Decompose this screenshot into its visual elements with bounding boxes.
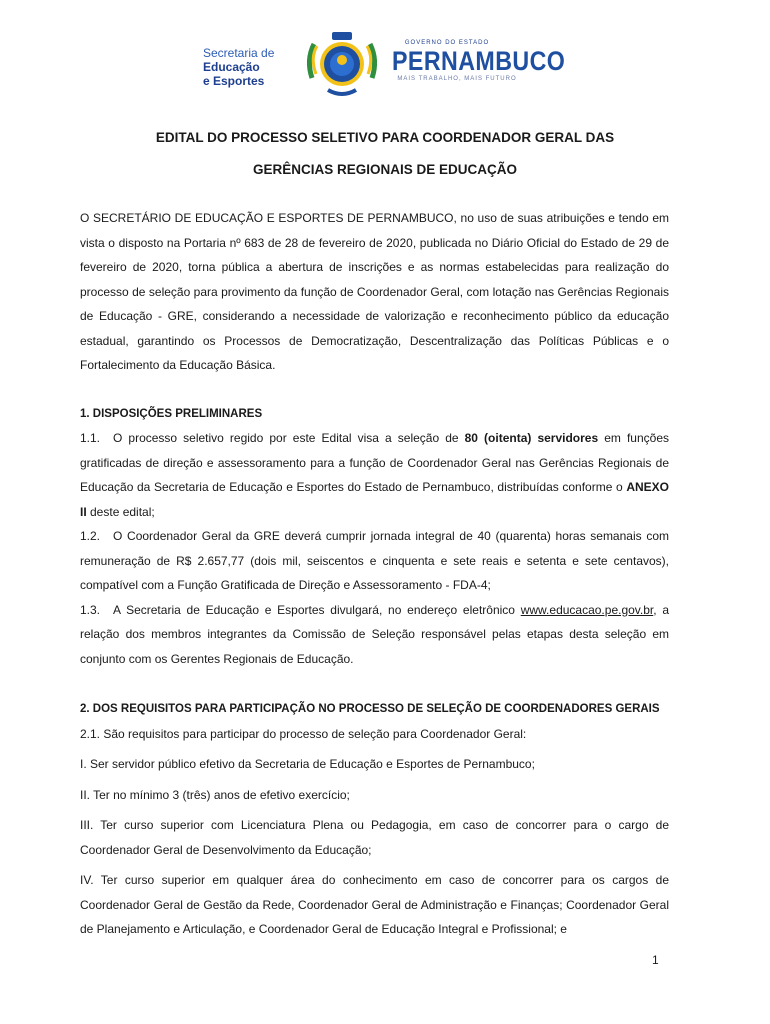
pernambuco-crest-icon — [302, 30, 382, 100]
section-1-heading: 1. DISPOSIÇÕES PRELIMINARES — [80, 407, 263, 420]
governo-pernambuco-logo: GOVERNO DO ESTADO PERNAMBUCO MAIS TRABALHO, MAIS FUTURO — [392, 40, 566, 82]
document-title: EDITAL DO PROCESSO SELETIVO PARA COORDENADOR GERAL DAS GERÊNCIAS REGIONAIS DE EDUCAÇÃO — [155, 130, 615, 177]
secretaria-logo-text: Secretaria de Educação e Esportes — [203, 46, 275, 88]
educacao-website-link[interactable]: www.educacao.pe.gov.br — [520, 602, 654, 617]
document-body — [80, 206, 669, 942]
requirement-i: I. Ser servidor público efetivo da Secretaria de Educação e Esportes de Pernambuco; — [80, 757, 535, 771]
requirement-iv: IV. Ter curso superior em qualquer área do conhecimento em caso de concorrer para os cargos de Coordenador Geral de Gestão da Rede, Coordenador Geral de Administração e Finanças; Coordenador Geral de Planejamento e Articulação, e Coordenador Geral de Educação Integral e Profissional; e — [80, 873, 669, 936]
requirement-ii: II. Ter no mínimo 3 (três) anos de efetivo exercício; — [80, 787, 350, 802]
section-2-heading: 2. DOS REQUISITOS PARA PARTICIPAÇÃO NO PROCESSO DE SELEÇÃO DE COORDENADORES GERAIS — [80, 703, 660, 715]
item-1-1: 1.1. O processo seletivo regido por este Edital visa a seleção de 80 (oitenta) servidores em funções gratificadas de direção e assessoramento para a função de Coordenador Geral nas Gerências Regionais de Educação da Secretaria de Educação e Esportes do Estado de Pernambuco, distribuídas conforme o ANEXO II deste edital; — [80, 431, 669, 519]
intro-paragraph: O SECRETÁRIO DE EDUCAÇÃO E ESPORTES DE PERNAMBUCO, no uso de suas atribuições e tendo em vista o disposto na Portaria nº 683 de 28 de fevereiro de 2020, publicada no Diário Oficial do Estado de 29 de fevereiro de 2020, torna pública a abertura de inscrições e as normas estabelecidas para realização do processo de seleção para provimento da função de Coordenador Geral, com lotação nas Gerências Regionais de Educação - GRE, considerando a necessidade de valorização e reconhecimento público da educação estadual, garantindo os Processos de Democratização, Descentralização das Políticas Públicas e o Fortalecimento da Educação Básica. — [80, 211, 669, 372]
item-2-1: 2.1. São requisitos para participar do processo de seleção para Coordenador Geral: — [80, 726, 527, 741]
page-number: 1 — [652, 953, 659, 967]
item-1-2: 1.2. O Coordenador Geral da GRE deverá cumprir jornada integral de 40 (quarenta) horas semanais com remuneração de R$ 2.657,77 (dois mil, seiscentos e cinquenta e sete reais e setenta e sete centavos), compatível com a Função Gratificada de Direção e Assessoramento - FDA-4; — [80, 529, 669, 592]
letterhead — [0, 26, 770, 106]
requirement-iii: III. Ter curso superior com Licenciatura Plena ou Pedagogia, em caso de concorrer para o cargo de Coordenador Geral de Desenvolvimento da Educação; — [80, 818, 669, 857]
item-1-3: 1.3. A Secretaria de Educação e Esportes divulgará, no endereço eletrônico www.educacao.pe.gov.br, a relação dos membros integrantes da Comissão de Seleção responsável pelas etapas desta seleção em conjunto com os Gerentes Regionais de Educação. — [80, 602, 670, 666]
